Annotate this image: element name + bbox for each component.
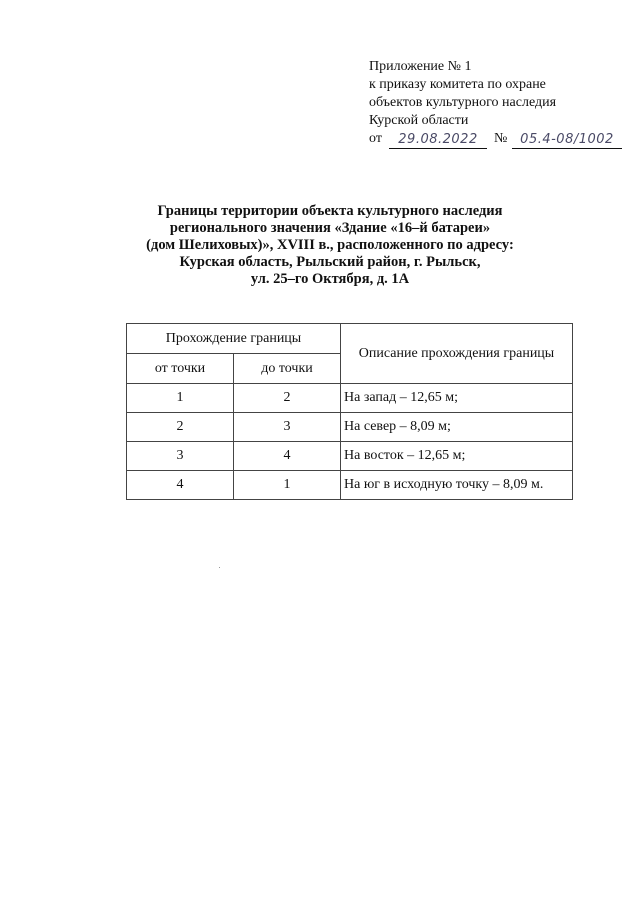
boundary-table: [126, 323, 573, 500]
appendix-title: Приложение № 1: [369, 59, 472, 74]
cell-from: 2: [127, 413, 234, 442]
number-prefix: №: [494, 131, 508, 146]
cell-from: 4: [127, 471, 234, 500]
heading-line-4: Курская область, Рыльский район, г. Рыльск,: [179, 254, 481, 270]
header-boundary-passage: Прохождение границы: [127, 324, 341, 354]
table-row: [127, 442, 573, 471]
appendix-line-order: к приказу комитета по охране: [369, 77, 546, 92]
date-prefix: от: [369, 131, 382, 146]
cell-description: На север – 8,09 м;: [341, 413, 573, 442]
heading-line-1: Границы территории объекта культурного наследия: [157, 203, 503, 219]
header-to-point: до точки: [234, 354, 341, 384]
scan-speck: [219, 567, 220, 568]
table-row: [127, 413, 573, 442]
header-boundary-description: Описание прохождения границы: [341, 324, 573, 384]
table-row: [127, 471, 573, 500]
cell-from: 1: [127, 384, 234, 413]
cell-to: 4: [234, 442, 341, 471]
cell-to: 2: [234, 384, 341, 413]
cell-description: На восток – 12,65 м;: [341, 442, 573, 471]
table-header-row: [127, 324, 573, 354]
appendix-line-region: Курской области: [369, 113, 469, 128]
order-number: 05.4-08/1002: [512, 132, 622, 149]
appendix-block: [369, 58, 624, 150]
cell-to: 1: [234, 471, 341, 500]
order-date: 29.08.2022: [389, 132, 487, 149]
header-from-point: от точки: [127, 354, 234, 384]
appendix-line-heritage: объектов культурного наследия: [369, 95, 557, 110]
heading-line-5: ул. 25–го Октября, д. 1А: [250, 271, 410, 287]
cell-from: 3: [127, 442, 234, 471]
cell-to: 3: [234, 413, 341, 442]
heading-line-3: (дом Шелиховых)», XVIII в., расположенного по адресу:: [146, 237, 514, 253]
document-heading: [110, 203, 550, 288]
order-date-number-row: [369, 130, 624, 150]
table-row: [127, 384, 573, 413]
cell-description: На запад – 12,65 м;: [341, 384, 573, 413]
cell-description: На юг в исходную точку – 8,09 м.: [341, 471, 573, 500]
heading-line-2: регионального значения «Здание «16–й батареи»: [169, 220, 491, 236]
